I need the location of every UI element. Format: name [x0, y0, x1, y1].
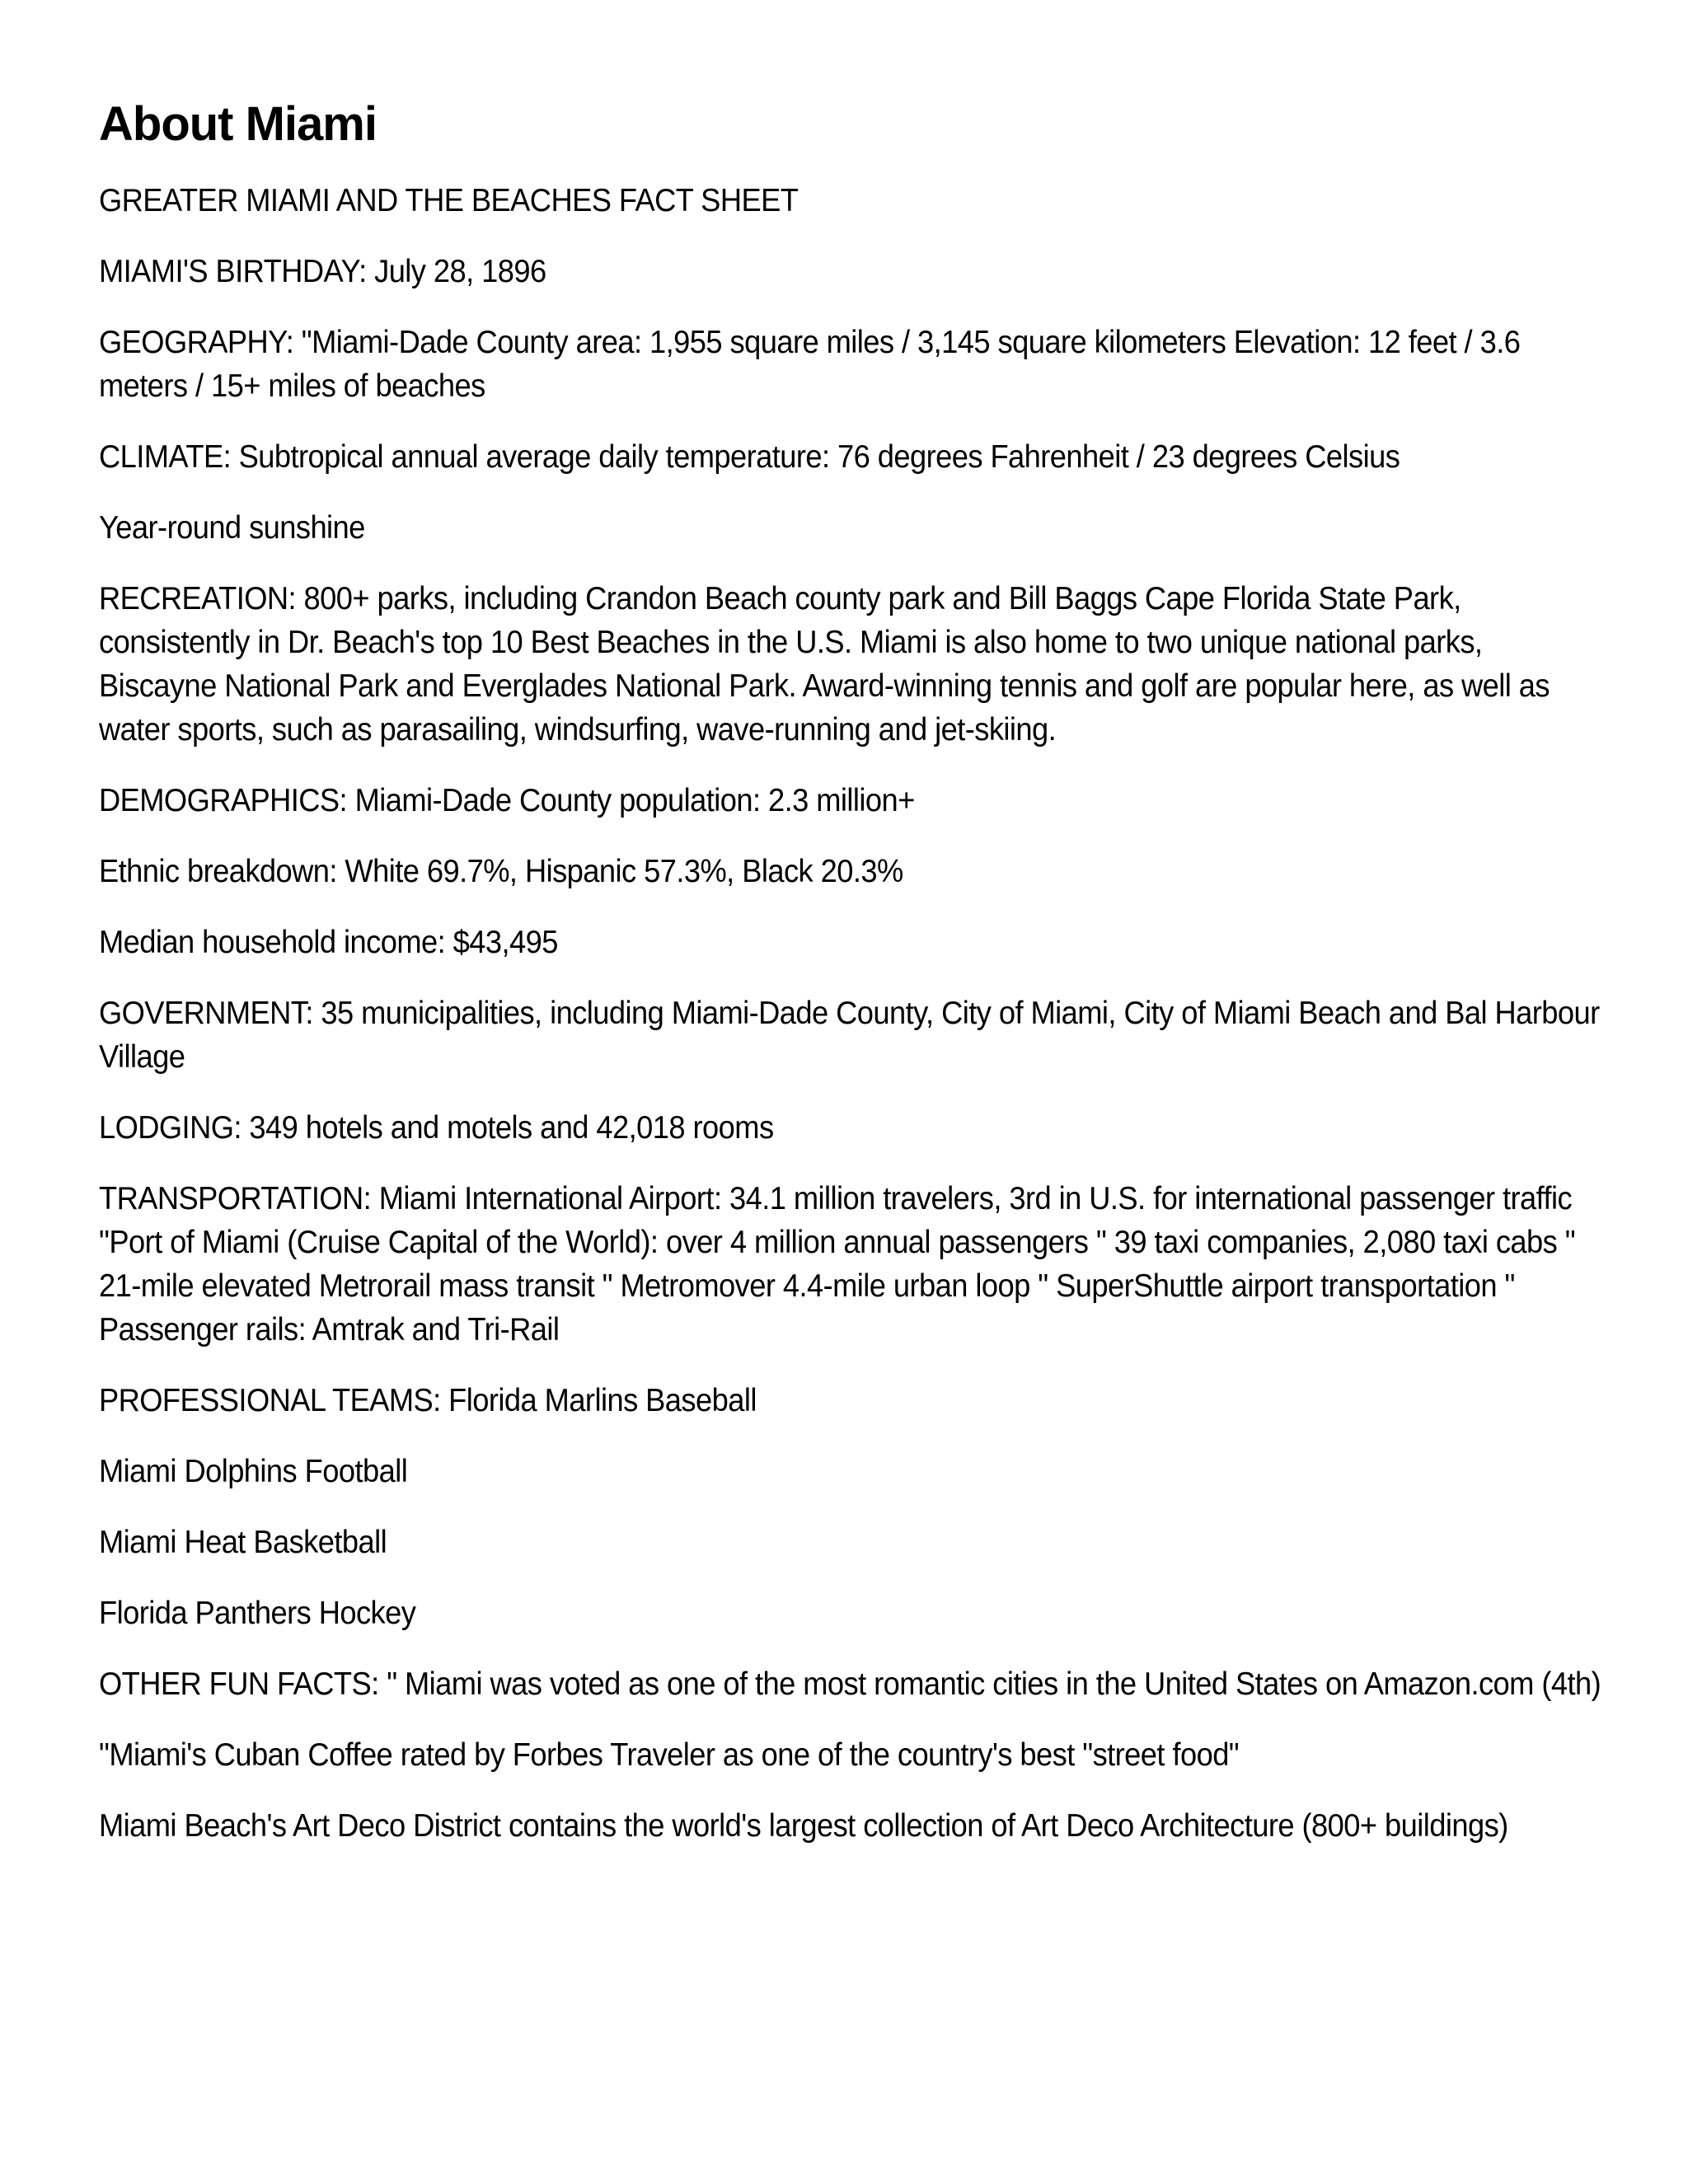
sunshine-paragraph: Year-round sunshine [99, 509, 365, 546]
geography-paragraph: GEOGRAPHY: "Miami-Dade County area: 1,955 square miles / 3,145 square kilometers Elevation: 12 feet / 3.6 meters / 15+ miles of beaches [99, 324, 1521, 404]
government-paragraph: GOVERNMENT: 35 municipalities, including Miami-Dade County, City of Miami, City of Miami Beach and Bal Harbour Village [99, 995, 1600, 1075]
climate-paragraph: CLIMATE: Subtropical annual average daily temperature: 76 degrees Fahrenheit / 23 degrees Celsius [99, 438, 1400, 475]
cuban-coffee-paragraph: "Miami's Cuban Coffee rated by Forbes Traveler as one of the country's best "street food" [99, 1736, 1240, 1773]
fun-facts-paragraph: OTHER FUN FACTS: " Miami was voted as one of the most romantic cities in the United States on Amazon.com (4th) [99, 1666, 1601, 1702]
birthday-paragraph: MIAMI'S BIRTHDAY: July 28, 1896 [99, 253, 546, 289]
lodging-paragraph: LODGING: 349 hotels and motels and 42,018 rooms [99, 1109, 774, 1146]
page-title: About Miami [99, 97, 377, 151]
recreation-paragraph: RECREATION: 800+ parks, including Crandon Beach county park and Bill Baggs Cape Florida State Park, consistently in Dr. Beach's top 10 Best Beaches in the U.S. Miami is also home to two unique national parks, Biscayne National Park and Everglades National Park. Award-winning tennis and golf are popular here, as well as water sports, such as parasailing, windsurfing, wave-running and jet-skiing. [99, 580, 1550, 748]
fact-sheet-heading: GREATER MIAMI AND THE BEACHES FACT SHEET [99, 182, 799, 218]
median-income-paragraph: Median household income: $43,495 [99, 924, 558, 960]
demographics-paragraph: DEMOGRAPHICS: Miami-Dade County population: 2.3 million+ [99, 782, 915, 818]
document-content [99, 97, 1599, 1875]
professional-teams-paragraph: PROFESSIONAL TEAMS: Florida Marlins Baseball [99, 1382, 757, 1418]
art-deco-paragraph: Miami Beach's Art Deco District contains the world's largest collection of Art Deco Architecture (800+ buildings) [99, 1807, 1508, 1844]
panthers-paragraph: Florida Panthers Hockey [99, 1595, 416, 1631]
dolphins-paragraph: Miami Dolphins Football [99, 1453, 408, 1489]
ethnic-breakdown-paragraph: Ethnic breakdown: White 69.7%, Hispanic 57.3%, Black 20.3% [99, 853, 903, 889]
heat-paragraph: Miami Heat Basketball [99, 1524, 387, 1560]
transportation-paragraph: TRANSPORTATION: Miami International Airport: 34.1 million travelers, 3rd in U.S. for international passenger traffic "Port of Miami (Cruise Capital of the World): over 4 million annual passengers " 39 taxi companies, 2,080 taxi cabs " 21-mile elevated Metrorail mass transit " Metromover 4.4-mile urban loop " SuperShuttle airport transportation " Passenger rails: Amtrak and Tri-Rail [99, 1180, 1576, 1347]
